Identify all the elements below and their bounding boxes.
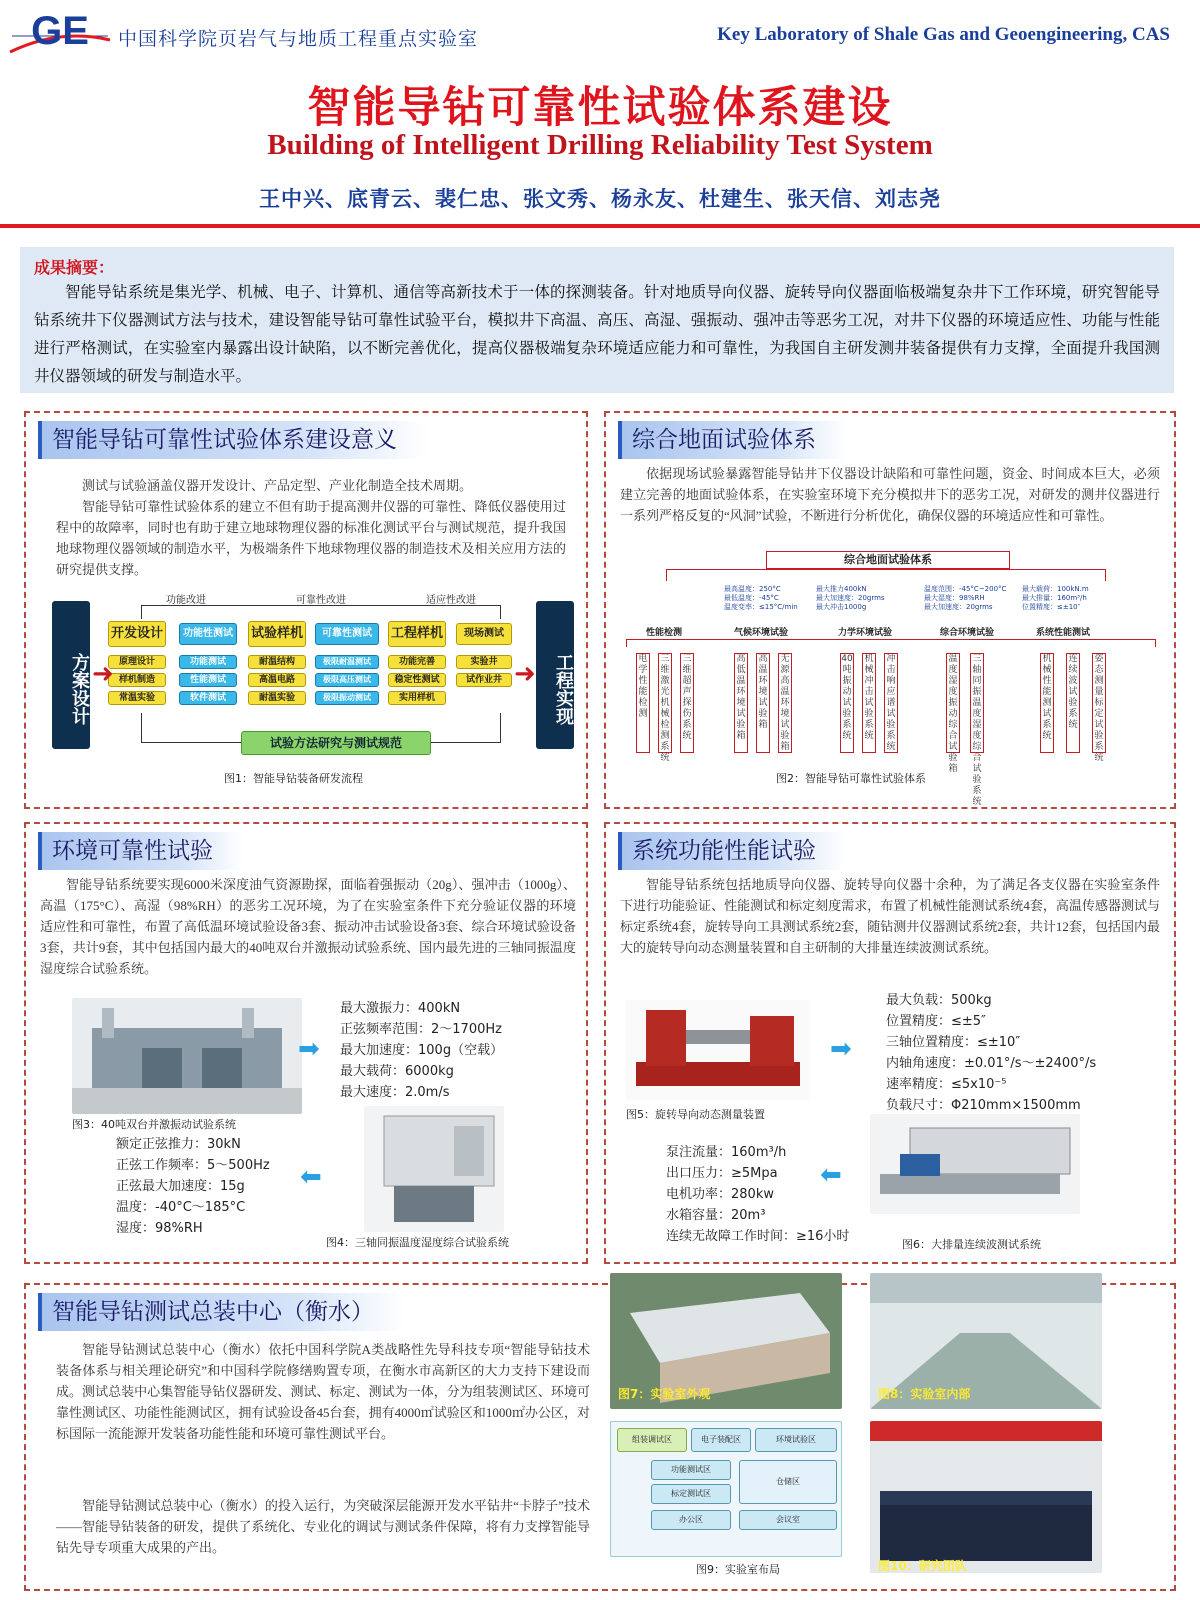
panel-center <box>24 1283 1176 1591</box>
flow-sub2-3: 软件测试 <box>179 691 237 705</box>
flow-sub5-1: 功能完善 <box>388 655 446 669</box>
figure-6-caption: 图6：大排量连续波测试系统 <box>902 1238 1041 1251</box>
figure-8-caption: 图8：实验室内部 <box>878 1387 971 1401</box>
system-12: 机械性能测试系统 <box>1040 653 1054 753</box>
summary-text: 智能导钻系统是集光学、机械、电子、计算机、通信等高新技术于一体的探测装备。针对地质导向仪器、旋转导向仪器面临极端复杂井下工作环境，研究智能导钻系统井下仪器测试方法与技术，建设智能导钻可靠性试验平台，模拟井下高温、高压、高湿、强振动、强冲击等恶劣工况，对井下仪器的环境适应性、功能与性能进行严格测试，在实验室内暴露出设计缺陷，以不断完善优化，提高仪器极端复杂环境适应能力和可靠性，为我国自主研发测井装备提供有力支撑，全面提升我国测井仪器领域的研发与制造水平。 <box>34 283 1160 385</box>
layout-zone: 办公区 <box>651 1510 731 1530</box>
lab-layout-diagram <box>610 1421 842 1557</box>
param-block-2: 最大推力400kN 最大加速度：20grms 最大冲击1000g <box>816 585 885 611</box>
flow-main-5: 工程样机 <box>388 621 446 647</box>
system-9: 冲击响应谱试验系统 <box>884 653 898 753</box>
param-block-4: 最大载荷：100kN.m 最大排量：160m³/h 位置精度：≤±10″ <box>1022 585 1089 611</box>
rotary-device-photo <box>626 1000 810 1100</box>
category-5: 系统性能测试 <box>1036 628 1091 638</box>
spec-line: 速率精度：≤5x10⁻⁵ <box>886 1077 1007 1092</box>
flow-sub2-1: 功能测试 <box>179 655 237 669</box>
lab-name-cn: 中国科学院页岩气与地质工程重点实验室 <box>118 28 479 50</box>
spec-line: 最大载荷：6000kg <box>340 1064 454 1079</box>
system-10: 温度湿度振动综合试验箱 <box>946 653 960 753</box>
logo-text: GE <box>31 9 89 53</box>
pump-system-photo <box>870 1114 1080 1214</box>
layout-zone: 仓储区 <box>739 1460 837 1504</box>
figure-9-caption: 图9：实验室布局 <box>696 1563 780 1576</box>
layout-zone: 功能测试区 <box>651 1460 731 1480</box>
system-7: 40吨振动试验系统 <box>840 653 854 753</box>
flow-top-2: 可靠性改进 <box>296 595 346 606</box>
arrow-left-icon: ⬅ <box>300 1162 322 1192</box>
flow-main-6: 现场测试 <box>456 623 512 645</box>
rotary-specs <box>886 990 1096 1116</box>
system-tree-line <box>666 569 1106 581</box>
layout-zone: 标定测试区 <box>651 1484 731 1504</box>
spec-line: 最大激振力：400kN <box>340 1001 461 1016</box>
pump-specs <box>666 1142 849 1247</box>
panel-ground-test <box>604 411 1176 809</box>
layout-zone: 环境试验区 <box>755 1428 837 1452</box>
flow-sub3-3: 耐温实验 <box>248 691 306 705</box>
figure-1-caption: 图1：智能导钻装备研发流程 <box>224 772 363 785</box>
system-11: 三轴同振温度湿度综合试验系统 <box>970 653 984 753</box>
title-divider <box>0 224 1200 228</box>
flow-sub4-1: 极限耐温测试 <box>315 655 379 669</box>
flow-sub3-1: 耐温结构 <box>248 655 306 669</box>
flow-arrow-icon: ➜ <box>92 659 114 689</box>
category-line <box>626 639 1156 647</box>
spec-line: 出口压力：≥5Mpa <box>666 1166 778 1181</box>
panel-significance-title: 智能导钻可靠性试验体系建设意义 <box>38 421 427 459</box>
category-1: 性能检测 <box>646 628 683 638</box>
system-13: 连续波试验系统 <box>1066 653 1080 753</box>
flow-main-3: 试验样机 <box>248 621 306 647</box>
flow-main-2: 功能性测试 <box>179 623 237 645</box>
category-3: 力学环境试验 <box>838 628 893 638</box>
layout-zone: 组装调试区 <box>617 1428 687 1452</box>
climate-chamber-photo <box>364 1106 504 1232</box>
figure-7-caption: 图7：实验室外观 <box>618 1387 711 1401</box>
category-4: 综合环境试验 <box>940 628 995 638</box>
spec-line: 正弦频率范围：2～1700Hz <box>340 1022 502 1037</box>
figure-5-caption: 图5：旋转导向动态测量装置 <box>626 1108 765 1121</box>
flow-bottom: 试验方法研究与测试规范 <box>241 731 431 755</box>
center-text-2: 智能导钻测试总装中心（衡水）的投入运行，为突破深层能源开发水平钻井“卡脖子”技术——智能导钻装备的研发，提供了系统化、专业化的调试与测试条件保障，将有力支撑智能导钻先导专项重大成果的产出。 <box>56 1498 590 1555</box>
vibration-specs <box>340 998 503 1103</box>
flow-sub1-1: 原理设计 <box>108 655 166 669</box>
panel-environment <box>24 822 588 1264</box>
category-2: 气候环境试验 <box>734 628 789 638</box>
flow-sub4-3: 极限振动测试 <box>315 691 379 705</box>
system-3: 三维超声探伤系统 <box>680 653 694 753</box>
system-1: 电学性能检测 <box>636 653 650 753</box>
authors: 王中兴、底青云、裴仁忠、张文秀、杨永友、杜建生、张天信、刘志尧 <box>259 187 941 211</box>
spec-line: 连续无故障工作时间：≥16小时 <box>666 1229 850 1244</box>
vibration-system-photo <box>72 998 302 1114</box>
spec-line: 正弦工作频率：5～500Hz <box>116 1158 270 1173</box>
flow-sub4-2: 极限高压测试 <box>315 673 379 687</box>
spec-line: 额定正弦推力：30kN <box>116 1137 241 1152</box>
spec-line: 三轴位置精度：≤±10″ <box>886 1035 1021 1050</box>
spec-line: 最大加速度：100g（空载） <box>340 1043 504 1058</box>
center-text-1: 智能导钻测试总装中心（衡水）依托中国科学院A类战略性先导科技专项“智能导钻技术装备体系与相关理论研究”和中国科学院修缮购置专项，在衡水市高新区的大力支持下建设而成。测试总装中心集智能导钻仪器研发、测试、标定、测试为一体，分为组装测试区、环境可靠性测试区、功能性能测试区，拥有试验设备45台套，拥有4000㎡试验区和1000㎡办公区，对标国际一流能源开发装备功能性能和环境可靠性测试平台。 <box>56 1342 590 1441</box>
param-block-1: 最高温度：250°C 最低温度：-45°C 温度变率：≤15°C/min <box>724 585 798 611</box>
spec-line: 泵注流量：160m³/h <box>666 1145 787 1160</box>
system-2: 三维激光机械检测系统 <box>658 653 672 753</box>
layout-zone: 会议室 <box>739 1510 837 1530</box>
panel-function-title: 系统功能性能试验 <box>618 832 846 870</box>
system-4: 高低温环境试验箱 <box>734 653 748 753</box>
spec-line: 正弦最大加速度：15g <box>116 1179 245 1194</box>
flow-arrow-icon: ➜ <box>514 659 536 689</box>
panel-environment-title: 环境可靠性试验 <box>38 832 243 870</box>
param-block-3: 温度范围：-45°C~200°C 最大湿度：98%RH 最大加速度：20grms <box>924 585 1007 611</box>
system-8: 机械冲击试验系统 <box>862 653 876 753</box>
summary-label: 成果摘要： <box>34 258 115 277</box>
panel-center-title: 智能导钻测试总装中心（衡水） <box>38 1293 404 1331</box>
figure-2-caption: 图2：智能导钻可靠性试验体系 <box>776 772 926 785</box>
panel-significance <box>24 411 588 809</box>
lab-logo <box>8 8 112 62</box>
flow-top-line <box>141 605 501 619</box>
spec-line: 电机功率：280kw <box>666 1187 774 1202</box>
flow-main-4: 可靠性测试 <box>315 623 379 645</box>
function-text: 智能导钻系统包括地质导向仪器、旋转导向仪器十余种，为了满足各支仪器在实验室条件下进行功能验证、性能测试和标定刻度需求，布置了机械性能测试系统4套，高温传感器测试与标定系统4套，旋转导向工具测试系统2套，随钻测井仪器测试系统2套，共计12套，包括国内最大的旋转导向动态测量装置和自主研制的大排量连续波测试系统。 <box>620 877 1160 955</box>
flow-sub6-1: 实验井 <box>456 655 512 669</box>
flow-end: 工程实现 <box>536 601 574 749</box>
flow-sub1-3: 常温实验 <box>108 691 166 705</box>
flow-main-1: 开发设计 <box>108 621 166 647</box>
figure-10-caption: 图10：研究团队 <box>878 1559 967 1573</box>
layout-zone: 电子装配区 <box>691 1428 751 1452</box>
environment-text: 智能导钻系统要实现6000米深度油气资源勘探，面临着强振动（20g）、强冲击（1000g）、高温（175°C）、高湿（98%RH）的恶劣工况环境，为了在实验室条件下充分验证仪器的环境适应性和可靠性，布置了高低温环境试验设备3套、振动冲击试验设备3套、综合环境试验设备3套，共计9套，其中包括国内最大的40吨双台并激振动试验系统、国内最先进的三轴同振温度湿度综合试验系统。 <box>40 877 576 976</box>
flow-top-1: 功能改进 <box>166 595 206 606</box>
figure-3-caption: 图3：40吨双台并激振动试验系统 <box>72 1118 236 1131</box>
lab-name-en: Key Laboratory of Shale Gas and Geoengineering, CAS <box>717 24 1170 45</box>
significance-text-2: 智能导钻可靠性试验体系的建立不但有助于提高测井仪器的可靠性、降低仪器使用过程中的故障率，同时也有助于建立地球物理仪器的标准化测试平台与测试规范，提升我国地球物理仪器领域的制造水平，为极端条件下地球物理仪器的制造技术及相关应用方法的研究提供支撑。 <box>56 499 566 577</box>
flow-start: 方案设计 <box>52 601 90 749</box>
panel-ground-test-title: 综合地面试验体系 <box>618 421 846 459</box>
spec-line: 位置精度：≤±5″ <box>886 1014 986 1029</box>
spec-line: 最大速度：2.0m/s <box>340 1085 450 1100</box>
significance-text-1: 测试与试验涵盖仪器开发设计、产品定型、产业化制造全技术周期。 <box>82 478 473 493</box>
spec-line: 温度：-40°C～185°C <box>116 1200 246 1215</box>
summary-box <box>20 247 1174 393</box>
team-photo <box>870 1421 1102 1573</box>
panel-function <box>604 822 1176 1264</box>
system-diagram-title: 综合地面试验体系 <box>766 551 1010 569</box>
spec-line: 最大负载：500kg <box>886 993 992 1008</box>
flow-sub3-2: 高温电路 <box>248 673 306 687</box>
spec-line: 内轴角速度：±0.01°/s～±2400°/s <box>886 1056 1097 1071</box>
system-14: 姿态测量标定试验系统 <box>1092 653 1106 753</box>
spec-line: 湿度：98%RH <box>116 1221 203 1236</box>
flow-sub2-2: 性能测试 <box>179 673 237 687</box>
figure-4-caption: 图4：三轴同振温度湿度综合试验系统 <box>326 1236 509 1249</box>
flow-sub5-3: 实用样机 <box>388 691 446 705</box>
climate-specs <box>116 1134 270 1239</box>
flow-sub5-2: 稳定性测试 <box>388 673 446 687</box>
page-title-cn: 智能导钻可靠性试验体系建设 <box>307 83 893 133</box>
flow-sub1-2: 样机制造 <box>108 673 166 687</box>
flow-sub6-2: 试作业井 <box>456 673 512 687</box>
system-5: 高温环境试验箱 <box>756 653 770 753</box>
system-6: 无源高温环境试验箱 <box>778 653 792 753</box>
arrow-right-icon: ➡ <box>830 1034 852 1064</box>
spec-line: 水箱容量：20m³ <box>666 1208 766 1223</box>
arrow-left-icon: ⬅ <box>820 1160 842 1190</box>
arrow-right-icon: ➡ <box>298 1034 320 1064</box>
spec-line: 负载尺寸：Φ210mm×1500mm <box>886 1098 1081 1113</box>
page-title-en: Building of Intelligent Drilling Reliability Test System <box>267 129 933 161</box>
ground-test-text: 依据现场试验暴露智能导钻井下仪器设计缺陷和可靠性问题，资金、时间成本巨大，必须建立完善的地面试验体系，在实验室环境下充分模拟井下的恶劣工况，对研发的测井仪器进行一系列严格反复的“风洞”试验，不断进行分析优化，确保仪器的环境适应性和可靠性。 <box>620 466 1160 523</box>
flow-top-3: 适应性改进 <box>426 595 476 606</box>
